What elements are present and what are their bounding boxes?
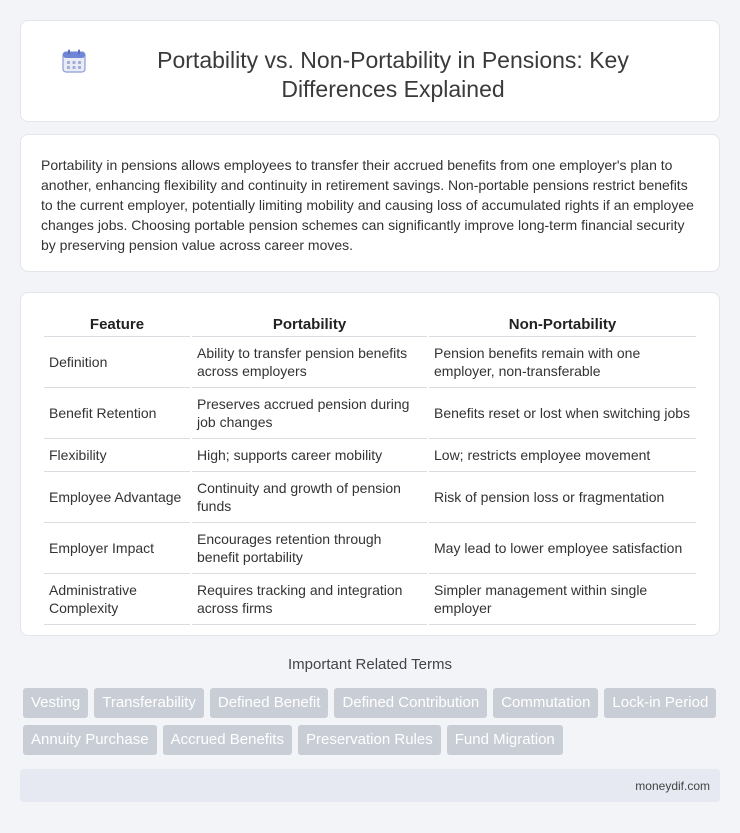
cell-feature: Flexibility [44, 439, 190, 472]
related-terms-title: Important Related Terms [288, 656, 452, 673]
cell-feature: Administrative Complexity [44, 574, 190, 625]
header-non-portability: Non-Portability [429, 314, 696, 337]
cell-non-portability: Pension benefits remain with one employer, non-transferable [429, 337, 696, 388]
calendar-icon [61, 48, 87, 74]
cell-portability: High; supports career mobility [192, 439, 427, 472]
table-row [44, 574, 696, 625]
footer-site[interactable]: moneydif.com [635, 779, 710, 793]
table-row [44, 337, 696, 388]
tag-vesting[interactable]: Vesting [23, 688, 88, 718]
cell-portability: Preserves accrued pension during job changes [192, 388, 427, 439]
page-title: Portability vs. Non-Portability in Pensions: Key Differences Explained [157, 47, 629, 102]
table-row [44, 472, 696, 523]
header-portability: Portability [192, 314, 427, 337]
tag-commutation[interactable]: Commutation [493, 688, 598, 718]
comparison-table [42, 314, 698, 625]
tag-defined-contribution[interactable]: Defined Contribution [334, 688, 487, 718]
intro-card [20, 134, 720, 272]
table-row [44, 523, 696, 574]
cell-portability: Continuity and growth of pension funds [192, 472, 427, 523]
table-header-row [44, 314, 696, 337]
tag-preservation-rules[interactable]: Preservation Rules [298, 725, 441, 755]
tag-defined-benefit[interactable]: Defined Benefit [210, 688, 329, 718]
cell-feature: Definition [44, 337, 190, 388]
cell-feature: Employee Advantage [44, 472, 190, 523]
cell-portability: Encourages retention through benefit portability [192, 523, 427, 574]
footer [20, 769, 720, 802]
cell-non-portability: May lead to lower employee satisfaction [429, 523, 696, 574]
cell-non-portability: Benefits reset or lost when switching jobs [429, 388, 696, 439]
cell-feature: Employer Impact [44, 523, 190, 574]
related-terms-list [23, 688, 723, 755]
table-row [44, 388, 696, 439]
cell-non-portability: Low; restricts employee movement [429, 439, 696, 472]
cell-non-portability: Risk of pension loss or fragmentation [429, 472, 696, 523]
cell-portability: Requires tracking and integration across firms [192, 574, 427, 625]
cell-non-portability: Simpler management within single employer [429, 574, 696, 625]
cell-feature: Benefit Retention [44, 388, 190, 439]
tag-lock-in-period[interactable]: Lock-in Period [604, 688, 716, 718]
intro-paragraph: Portability in pensions allows employees to transfer their accrued benefits from one employer's plan to another, enhancing flexibility and continuity in retirement savings. Non-portable pensions restrict benefits to the current employer, potentially limiting mobility and causing loss of accumulated rights if an employee changes jobs. Choosing portable pension schemes can significantly improve long-term financial security by preserving pension value across career moves. [41, 157, 694, 253]
table-row [44, 439, 696, 472]
tag-fund-migration[interactable]: Fund Migration [447, 725, 563, 755]
header-feature: Feature [44, 314, 190, 337]
tag-transferability[interactable]: Transferability [94, 688, 204, 718]
cell-portability: Ability to transfer pension benefits across employers [192, 337, 427, 388]
title-card [20, 20, 720, 122]
tag-accrued-benefits[interactable]: Accrued Benefits [163, 725, 292, 755]
comparison-card [20, 292, 720, 636]
tag-annuity-purchase[interactable]: Annuity Purchase [23, 725, 157, 755]
